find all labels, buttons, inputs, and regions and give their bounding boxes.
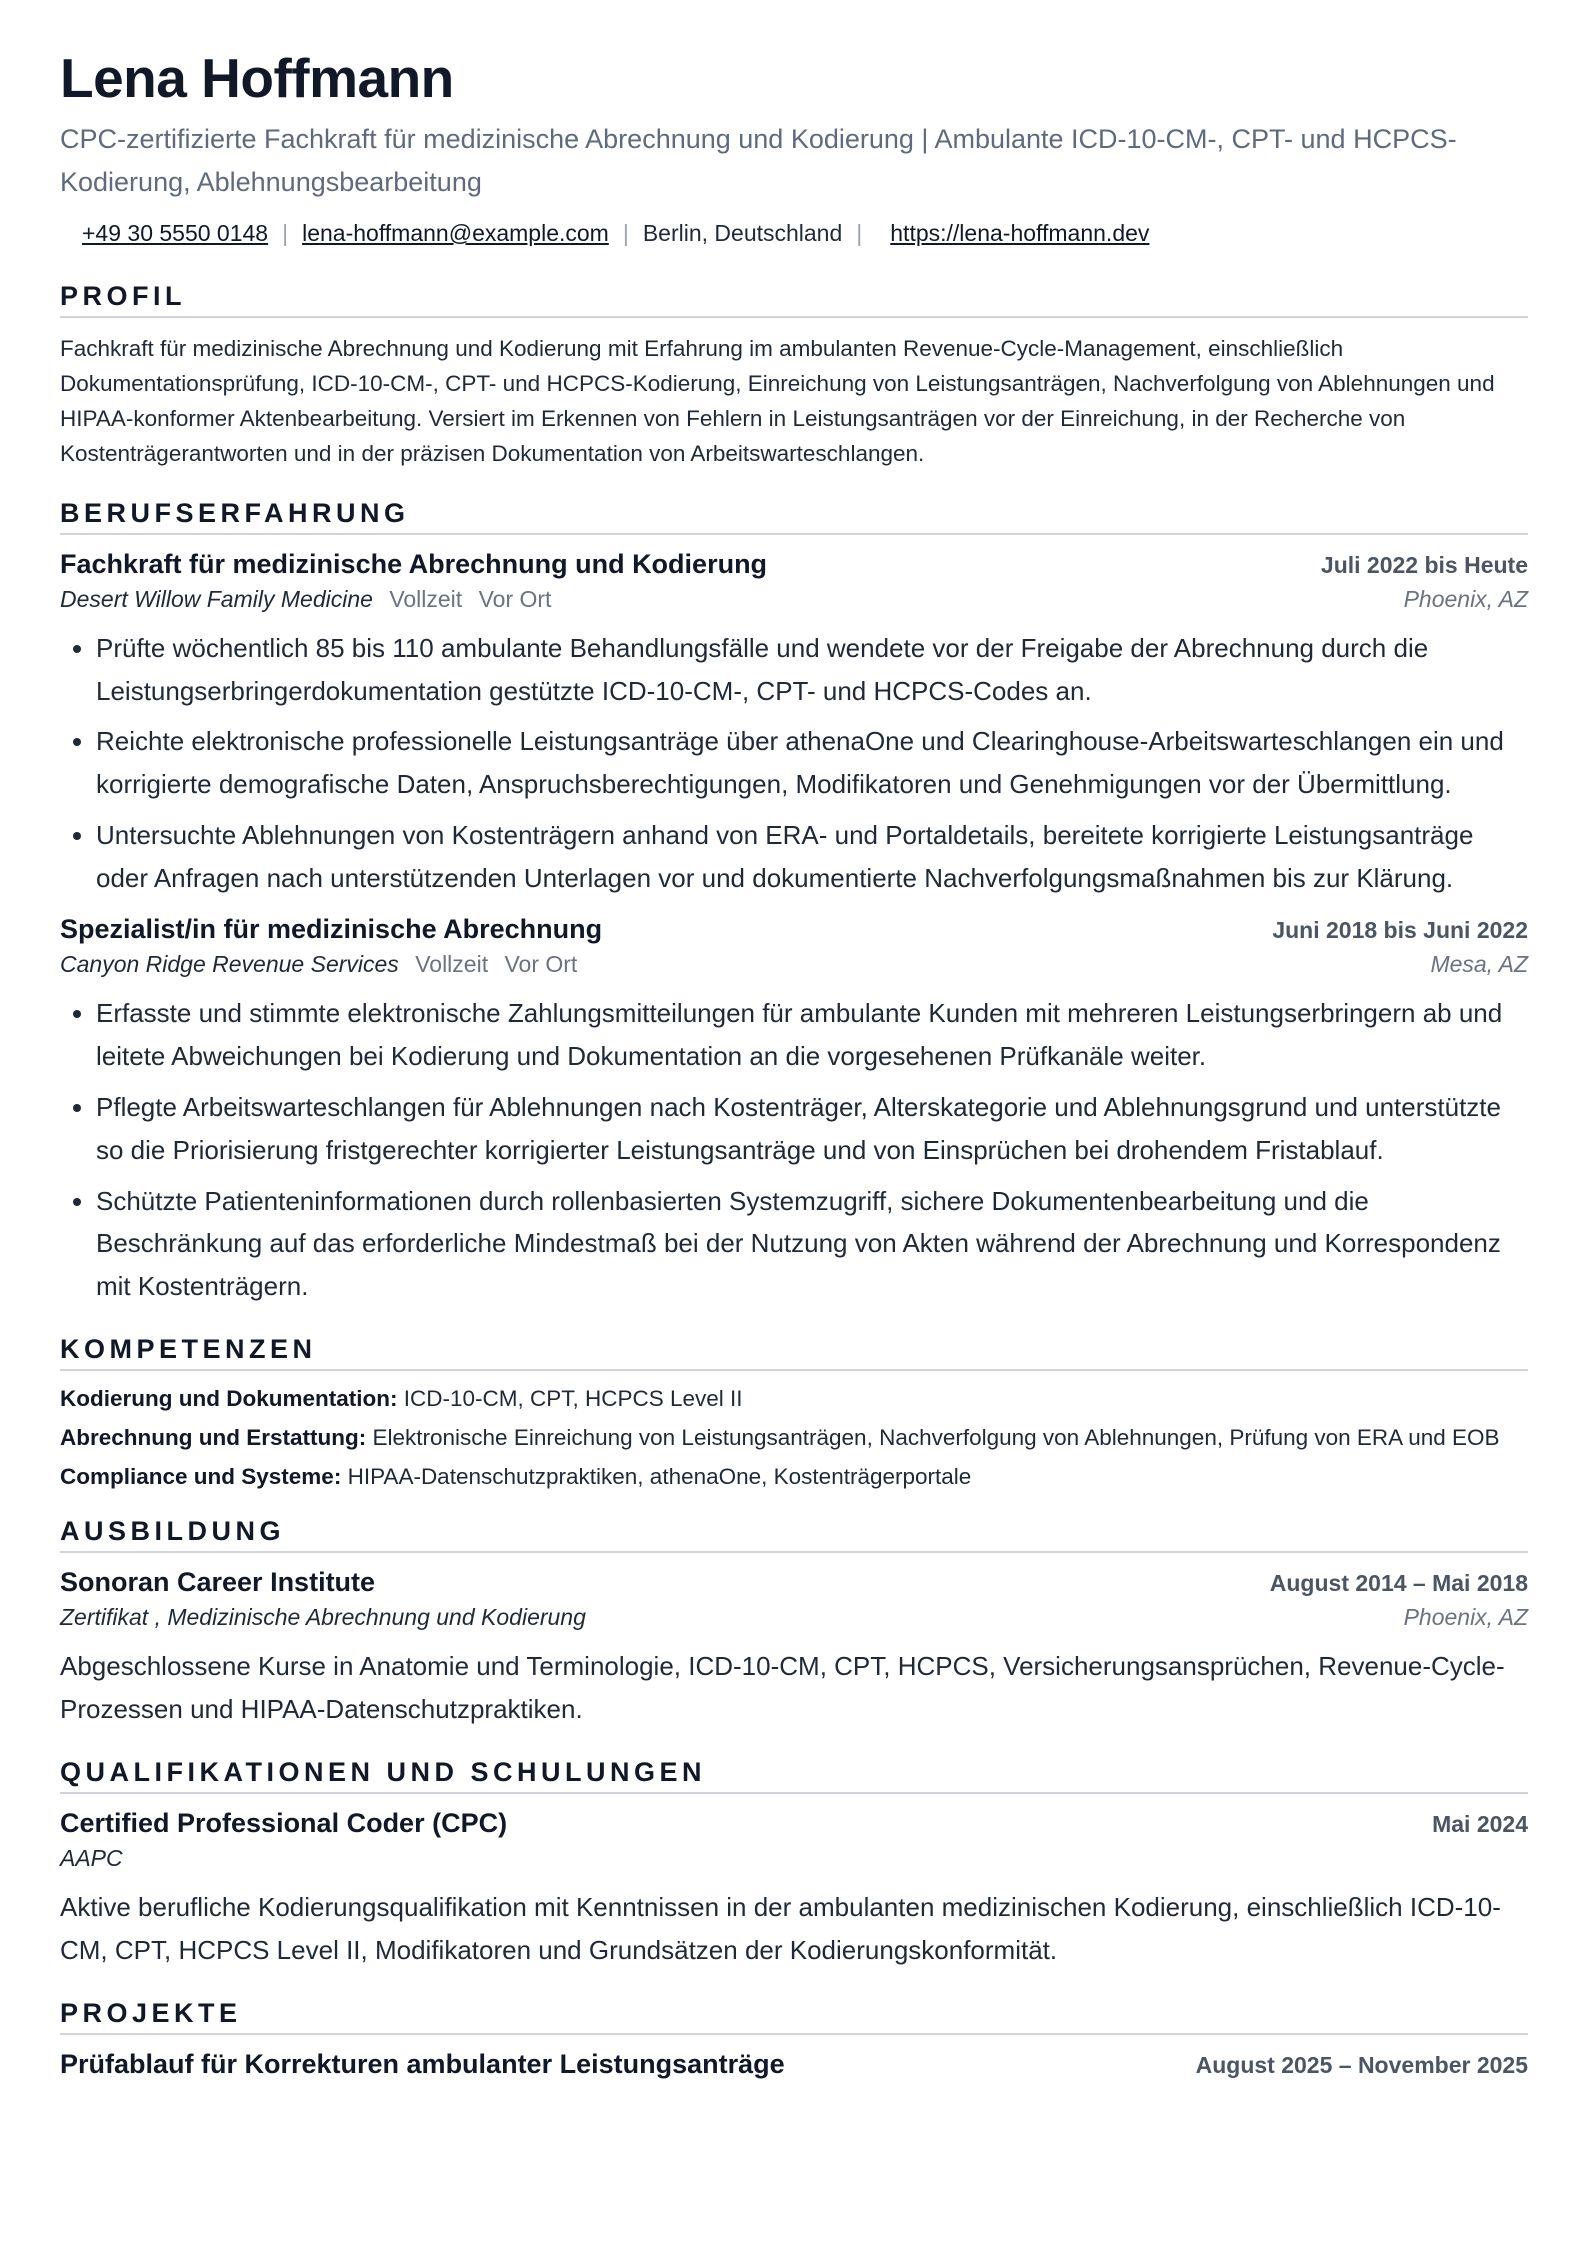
job-bullet: • Reichte elektronische professionelle Leistungsanträge über athenaOne und Clearinghouse-Arbeitswarteschlangen ein und korrigierte demografische Daten, Anspruchsberechtigungen, Modifikatoren und Genehmigungen vor der Übermittlung. — [96, 720, 1528, 806]
candidate-headline: CPC-zertifizierte Fachkraft für medizinische Abrechnung und Kodierung | Ambulante ICD-10-CM-, CPT- und HCPCS-Kodierung, Ablehnungsbearbeitung — [60, 123, 1457, 197]
contact-separator: | — [282, 220, 289, 247]
job-employer: Desert Willow Family Medicine — [60, 585, 373, 612]
job-entry — [60, 914, 1528, 1308]
section-title-skills: KOMPETENZEN — [60, 1334, 1528, 1371]
education-description: Abgeschlossene Kurse in Anatomie und Terminologie, ICD-10-CM, CPT, HCPCS, Versicherungsansprüchen, Revenue-Cycle-Prozessen und HIPAA-Datenschutzpraktiken. — [60, 1651, 1505, 1725]
job-date: Juli 2022 bis Heute — [1320, 551, 1528, 578]
project-date: August 2025 – November 2025 — [1195, 2051, 1528, 2078]
skill-line — [60, 1424, 1528, 1451]
education-location: Phoenix, AZ — [1403, 1604, 1528, 1631]
skill-value: Elektronische Einreichung von Leistungsanträgen, Nachverfolgung von Ablehnungen, Prüfung von ERA und EOB — [372, 1425, 1500, 1451]
skill-value: HIPAA-Datenschutzpraktiken, athenaOne, Kostenträgerportale — [347, 1464, 972, 1490]
job-bullets — [60, 627, 1528, 900]
contact-separator: | — [622, 220, 629, 247]
certification-description: Aktive berufliche Kodierungsqualifikation mit Kenntnissen in der ambulanten medizinischen Kodierung, einschließlich ICD-10-CM, CPT, HCPCS Level II, Modifikatoren und Grundsätzen der Kodierungskonformität. — [60, 1891, 1501, 1965]
profile-section — [60, 281, 1528, 472]
section-title-education: AUSBILDUNG — [60, 1516, 1528, 1553]
skill-label: Abrechnung und Erstattung: — [60, 1425, 367, 1451]
certifications-section — [60, 1757, 1528, 1972]
certification-issuer: AAPC — [60, 1844, 123, 1871]
job-bullet: • Untersuchte Ablehnungen von Kostenträgern anhand von ERA- und Portaldetails, bereitete korrigierte Leistungsanträge oder Anfragen nach unterstützenden Unterlagen vor und dokumentierte Nachverfolgungsmaßnahmen bis zur Klärung. — [96, 814, 1528, 900]
section-title-profile: PROFIL — [60, 281, 1528, 318]
job-mode: Vor Ort — [504, 950, 578, 977]
job-bullet: • Pflegte Arbeitswarteschlangen für Ablehnungen nach Kostenträger, Alterskategorie und Ablehnungsgrund und unterstützte so die Priorisierung fristgerechter korrigierter Leistungsanträge und von Einsprüchen bei drohendem Fristablauf. — [96, 1086, 1528, 1172]
contact-separator: | — [856, 220, 863, 247]
skill-label: Kodierung und Dokumentation: — [60, 1386, 398, 1412]
skill-label: Compliance und Systeme: — [60, 1464, 342, 1490]
email-link[interactable]: lena-hoffmann@example.com — [302, 220, 609, 247]
education-degree: Zertifikat , Medizinische Abrechnung und Kodierung — [60, 1604, 586, 1631]
phone-link[interactable]: +49 30 5550 0148 — [82, 220, 269, 247]
location-text: Berlin, Deutschland — [642, 220, 843, 247]
skill-line — [60, 1385, 1528, 1412]
skill-value: ICD-10-CM, CPT, HCPCS Level II — [403, 1386, 743, 1412]
job-employer: Canyon Ridge Revenue Services — [60, 950, 399, 977]
projects-section — [60, 1998, 1528, 2080]
job-type: Vollzeit — [415, 950, 489, 977]
job-entry — [60, 549, 1528, 900]
profile-summary: Fachkraft für medizinische Abrechnung und Kodierung mit Erfahrung im ambulanten Revenue-Cycle-Management, einschließlich Dokumentationsprüfung, ICD-10-CM-, CPT- und HCPCS-Kodierung, Einreichung von Leistungsanträgen, Nachverfolgung von Ablehnungen und HIPAA-konformer Aktenbearbeitung. Versiert im Erkennen von Fehlern in Leistungsanträgen vor der Einreichung, in der Recherche von Kostenträgerantworten und in der präzisen Dokumentation von Arbeitswarteschlangen. — [60, 336, 1495, 466]
section-title-certifications: QUALIFIKATIONEN UND SCHULUNGEN — [60, 1757, 1528, 1794]
section-title-projects: PROJEKTE — [60, 1998, 1528, 2035]
job-title: Fachkraft für medizinische Abrechnung und Kodierung — [60, 548, 768, 579]
skill-line — [60, 1463, 1528, 1490]
job-bullet: • Erfasste und stimmte elektronische Zahlungsmitteilungen für ambulante Kunden mit mehreren Leistungserbringern ab und leitete Abweichungen bei Kodierung und Dokumentation an die vorgesehenen Prüfkanäle weiter. — [96, 992, 1528, 1078]
project-name: Prüfablauf für Korrekturen ambulanter Leistungsanträge — [60, 2048, 785, 2079]
job-bullet: • Prüfte wöchentlich 85 bis 110 ambulante Behandlungsfälle und wendete vor der Freigabe der Abrechnung durch die Leistungserbringerdokumentation gestützte ICD-10-CM-, CPT- und HCPCS-Codes an. — [96, 627, 1528, 713]
job-bullets — [60, 992, 1528, 1308]
certification-date: Mai 2024 — [1432, 1810, 1528, 1837]
job-location: Mesa, AZ — [1430, 950, 1528, 977]
certification-name: Certified Professional Coder (CPC) — [60, 1807, 508, 1838]
school-name: Sonoran Career Institute — [60, 1567, 376, 1598]
candidate-name: Lena Hoffmann — [60, 47, 454, 109]
job-type: Vollzeit — [389, 585, 463, 612]
section-title-experience: BERUFSERFAHRUNG — [60, 498, 1528, 535]
job-bullet: • Schützte Patienteninformationen durch rollenbasierten Systemzugriff, sichere Dokumentenbearbeitung und die Beschränkung auf das erforderliche Mindestmaß bei der Nutzung von Akten während der Abrechnung und Korrespondenz mit Kostenträgern. — [96, 1180, 1528, 1309]
contact-bar — [82, 220, 1528, 247]
job-date: Juni 2018 bis Juni 2022 — [1272, 916, 1528, 943]
job-location: Phoenix, AZ — [1403, 585, 1528, 612]
job-mode: Vor Ort — [478, 585, 552, 612]
experience-section — [60, 498, 1528, 1309]
education-date: August 2014 – Mai 2018 — [1269, 1570, 1528, 1597]
education-section — [60, 1516, 1528, 1731]
website-link[interactable]: https://lena-hoffmann.dev — [890, 220, 1150, 247]
skills-section — [60, 1334, 1528, 1490]
job-title: Spezialist/in für medizinische Abrechnung — [60, 913, 603, 944]
